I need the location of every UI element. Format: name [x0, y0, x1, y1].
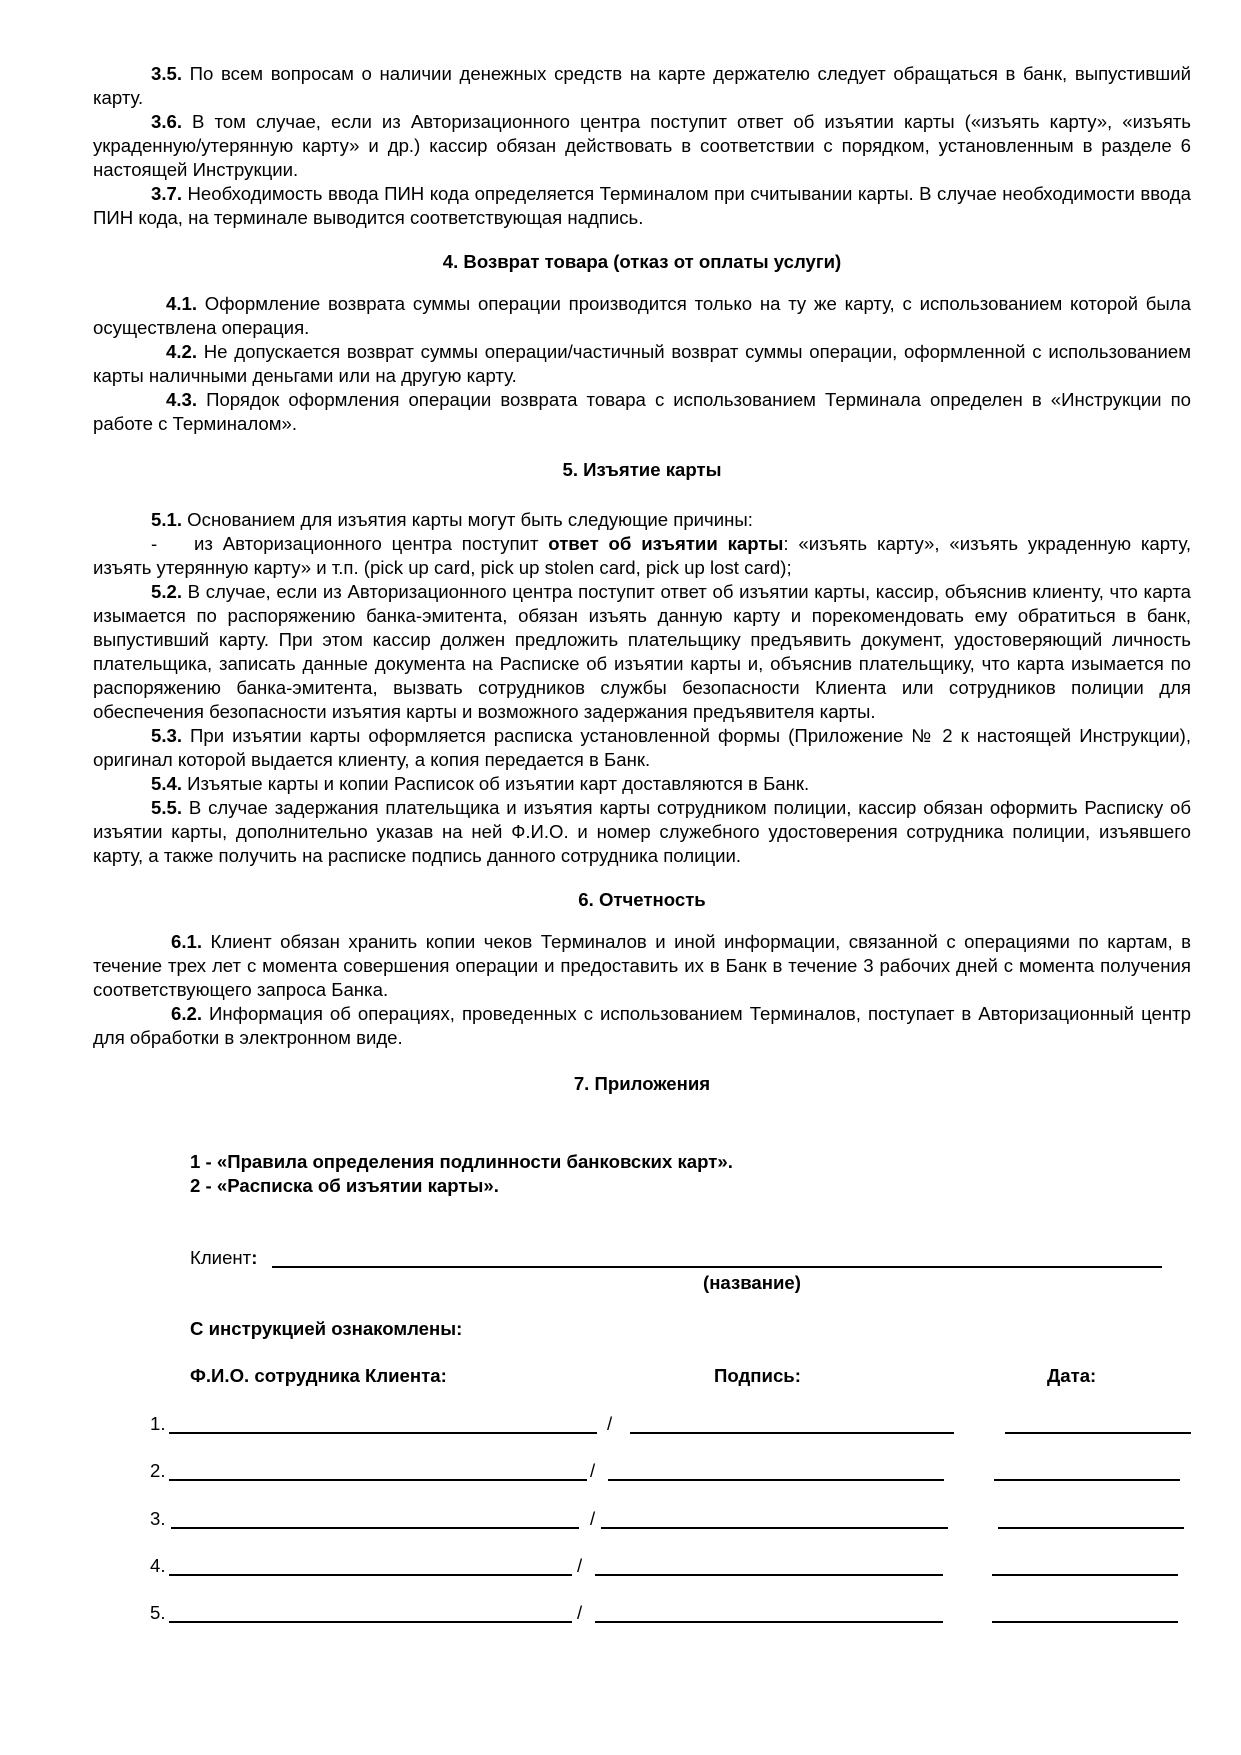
row-5-signature-field[interactable] — [595, 1621, 943, 1623]
row-4-slash: / — [577, 1555, 583, 1576]
row-1-slash: / — [607, 1413, 613, 1434]
clause-6-1: 6.1. Клиент обязан хранить копии чеков Терминалов и иной информации, связанной с операциями по картам, в течение трех лет с момента совершения операции и предоставить их в Банк в течение 3 рабочих дней с момента получения соответствующего запроса Банка. — [93, 931, 1191, 1000]
section-5-heading: 5. Изъятие карты — [562, 459, 722, 480]
row-number-2: 2. — [150, 1460, 166, 1481]
clause-5-1: 5.1. Основанием для изъятия карты могут быть следующие причины: — [151, 509, 753, 530]
section-6-heading: 6. Отчетность — [578, 889, 706, 910]
row-3-slash: / — [590, 1508, 596, 1529]
clause-6-2: 6.2. Информация об операциях, проведенных с использованием Терминалов, поступает в Авторизационный центр для обработки в электронном виде. — [93, 1003, 1191, 1048]
clause-5-3: 5.3. При изъятии карты оформляется расписка установленной формы (Приложение № 2 к настоящей Инструкции), оригинал которой выдается клиенту, а копия передается в Банк. — [93, 725, 1191, 770]
row-2-name-field[interactable] — [169, 1479, 587, 1481]
row-2-signature-field[interactable] — [608, 1479, 944, 1481]
clause-5-4: 5.4. Изъятые карты и копии Расписок об изъятии карт доставляются в Банк. — [151, 773, 810, 794]
section-7-heading: 7. Приложения — [573, 1073, 711, 1094]
row-number-3: 3. — [150, 1508, 166, 1529]
column-header-signature: Подпись: — [714, 1365, 801, 1386]
row-1-date-field[interactable] — [1005, 1432, 1191, 1434]
clause-3-5: 3.5. По всем вопросам о наличии денежных средств на карте держателю следует обращаться в банк, выпустивший карту. — [93, 63, 1191, 108]
document-body — [93, 62, 1191, 1116]
row-number-5: 5. — [150, 1602, 166, 1623]
clause-4-3: 4.3. Порядок оформления операции возврата товара с использованием Терминала определен в «Инструкции по работе с Терминалом». — [93, 389, 1191, 434]
row-3-date-field[interactable] — [998, 1527, 1184, 1529]
row-4-name-field[interactable] — [169, 1574, 572, 1576]
row-2-date-field[interactable] — [994, 1479, 1180, 1481]
client-name-field[interactable] — [272, 1266, 1162, 1268]
row-2-slash: / — [590, 1460, 596, 1481]
clause-5-5: 5.5. В случае задержания плательщика и изъятия карты сотрудником полиции, кассир обязан оформить Расписку об изъятии карты, дополнительно указав на ней Ф.И.О. и номер служебного удостоверения сотрудника полиции, изъявшего карту, а также получить на расписке подпись данного сотрудника полиции. — [93, 797, 1191, 866]
row-number-1: 1. — [150, 1413, 166, 1434]
acknowledged-label: С инструкцией ознакомлены: — [190, 1318, 463, 1339]
column-header-name: Ф.И.О. сотрудника Клиента: — [190, 1365, 447, 1386]
section-4-heading: 4. Возврат товара (отказ от оплаты услуги) — [442, 251, 842, 272]
client-caption: (название) — [703, 1272, 801, 1293]
row-5-name-field[interactable] — [169, 1621, 572, 1623]
row-1-signature-field[interactable] — [630, 1432, 954, 1434]
row-5-date-field[interactable] — [992, 1621, 1178, 1623]
appendix-2: 2 - «Расписка об изъятии карты». — [190, 1175, 499, 1196]
clause-5-1-bullet: - из Авторизационного центра поступит ответ об изъятии карты: «изъять карту», «изъять украденную карту, изъять утерянную карту» и т.п. (pick up card, pick up stolen card, pick up lost card); — [93, 533, 1191, 578]
clause-4-1: 4.1. Оформление возврата суммы операции производится только на ту же карту, с использованием которой была осуществлена операция. — [93, 293, 1191, 338]
row-4-date-field[interactable] — [992, 1574, 1178, 1576]
row-number-4: 4. — [150, 1555, 166, 1576]
row-3-name-field[interactable] — [171, 1527, 579, 1529]
clause-3-6: 3.6. В том случае, если из Авторизационного центра поступит ответ об изъятии карты («изъять карту», «изъять украденную/утерянную карту» и др.) кассир обязан действовать в соответствии с порядком, установленным в разделе 6 настоящей Инструкции. — [93, 111, 1191, 180]
client-label: Клиент: — [190, 1247, 258, 1268]
row-3-signature-field[interactable] — [601, 1527, 948, 1529]
row-4-signature-field[interactable] — [595, 1574, 943, 1576]
clause-5-2: 5.2. В случае, если из Авторизационного центра поступит ответ об изъятии карты, кассир, объяснив клиенту, что карта изымается по распоряжению банка-эмитента, обязан изъять данную карту и порекомендовать ему обратиться в банк, выпустивший карту. При этом кассир должен предложить плательщику предъявить документ, удостоверяющий личность плательщика, записать данные документа на Расписке об изъятии карты и, объяснив плательщику, что карта изымается по распоряжению банка-эмитента, вызвать сотрудников службы безопасности Клиента или сотрудников полиции для обеспечения безопасности изъятия карты и возможного задержания предъявителя карты. — [93, 581, 1191, 722]
clause-3-7: 3.7. Необходимость ввода ПИН кода определяется Терминалом при считывании карты. В случае необходимости ввода ПИН кода, на терминале выводится соответствующая надпись. — [93, 183, 1191, 228]
column-header-date: Дата: — [1047, 1365, 1097, 1386]
clause-4-2: 4.2. Не допускается возврат суммы операции/частичный возврат суммы операции, оформленной с использованием карты наличными деньгами или на другую карту. — [93, 341, 1191, 386]
row-1-name-field[interactable] — [169, 1432, 597, 1434]
appendix-1: 1 - «Правила определения подлинности банковских карт». — [190, 1151, 733, 1172]
row-5-slash: / — [577, 1602, 583, 1623]
